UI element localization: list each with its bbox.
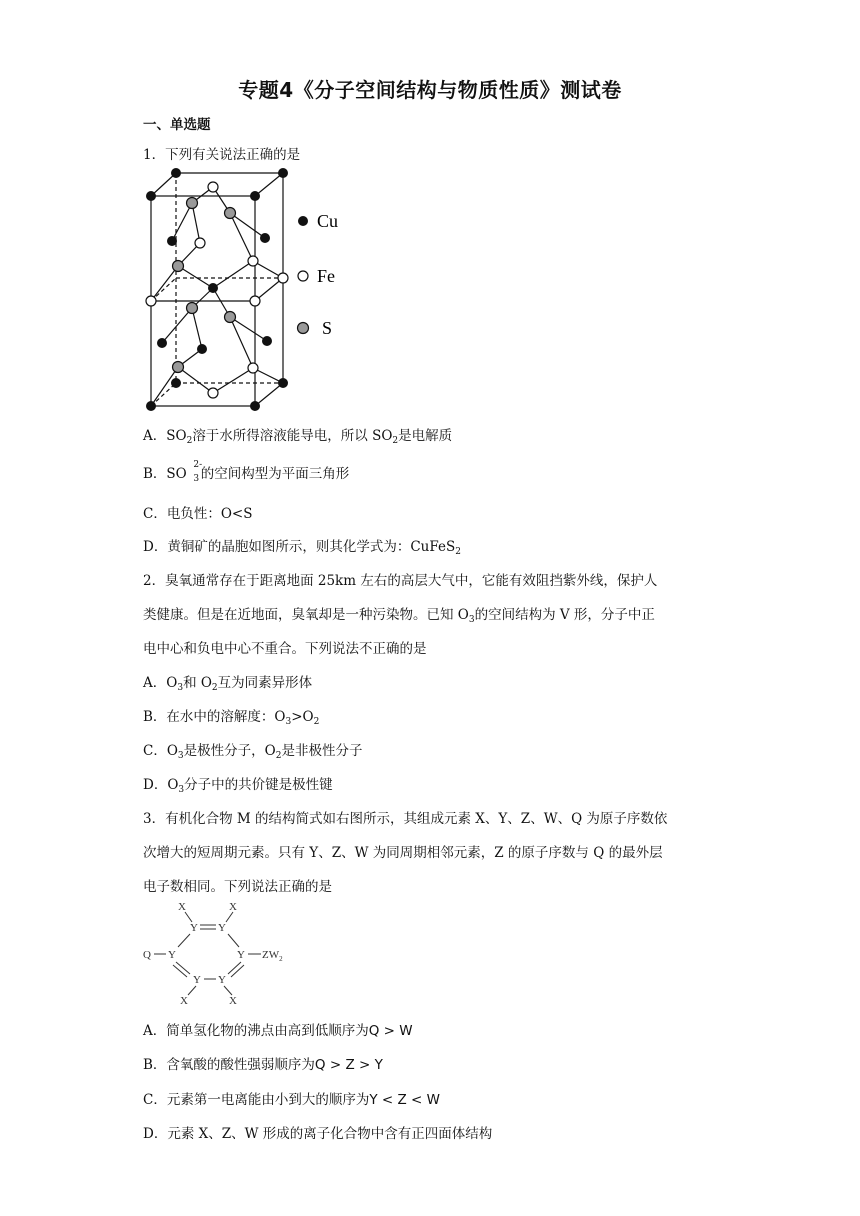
- legend-s: S: [322, 318, 333, 338]
- q1-option-c: C．电负性：O<S: [143, 506, 253, 522]
- q3-option-d: D．元素 X、Z、W 形成的离子化合物中含有正四面体结构: [143, 1126, 493, 1142]
- q3-stem-line3: 电子数相同。下列说法正确的是: [143, 879, 332, 895]
- q1-option-b: B．SO 2- 3 的空间构型为平面三角形: [143, 460, 350, 484]
- compound-m-structure-figure: [140, 896, 305, 1008]
- struct-x-bottom-right: X: [229, 995, 237, 1007]
- legend-fe-marker: [298, 271, 308, 281]
- q1-stem: 1．下列有关说法正确的是: [143, 147, 301, 163]
- q2-option-c: C．$O_3$是极性分子，$O_2$是非极性分子: [143, 743, 363, 761]
- legend-fe: Fe: [317, 266, 335, 286]
- q1-option-a: A．$SO_2$溶于水所得溶液能导电，所以 $SO_2$是电解质: [143, 428, 453, 446]
- struct-q: Q: [143, 949, 151, 961]
- q1-option-d: D．黄铜矿的晶胞如图所示，则其化学式为：CuFeS$_2$: [143, 539, 461, 557]
- struct-y-top-left: Y: [190, 922, 198, 934]
- struct-x-top-right: X: [229, 901, 237, 913]
- struct-zw2: $ZW_2$: [262, 949, 283, 963]
- sulfite-ion: SO 2- 3: [166, 460, 203, 484]
- struct-y-left: Y: [168, 949, 176, 961]
- struct-y-bottom-right: Y: [218, 974, 226, 986]
- struct-x-bottom-left: X: [180, 995, 188, 1007]
- legend-cu-marker: [298, 216, 308, 226]
- q2-option-a: A．$O_3$和 $O_2$互为同素异形体: [143, 675, 313, 693]
- section-heading: 一、单选题: [143, 117, 211, 133]
- struct-y-bottom-left: Y: [193, 974, 201, 986]
- q2-stem-line3: 电中心和负电中心不重合。下列说法不正确的是: [143, 641, 427, 657]
- q2-option-b: B．在水中的溶解度：$O_3>O_2$: [143, 709, 320, 727]
- q2-option-d: D．$O_3$分子中的共价键是极性键: [143, 777, 333, 795]
- legend-s-marker: [298, 323, 309, 334]
- struct-x-top-left: X: [178, 901, 186, 913]
- q3-option-a: A．简单氢化物的沸点由高到低顺序为Q > W: [143, 1023, 413, 1039]
- legend-cu: Cu: [317, 211, 339, 231]
- q2-stem-line1: 2．臭氧通常存在于距离地面 25km 左右的高层大气中，它能有效阻挡紫外线，保护人: [143, 573, 658, 589]
- page-title: 专题4《分子空间结构与物质性质》测试卷: [238, 78, 622, 102]
- q3-option-b: B．含氧酸的酸性强弱顺序为Q > Z > Y: [143, 1057, 383, 1073]
- q3-option-c: C．元素第一电离能由小到大的顺序为Y < Z < W: [143, 1092, 440, 1108]
- q3-stem-line1: 3．有机化合物 M 的结构简式如右图所示，其组成元素 X、Y、Z、W、Q 为原子序数依: [143, 811, 668, 827]
- struct-y-top-right: Y: [218, 922, 226, 934]
- struct-y-right: Y: [237, 949, 245, 961]
- chalcopyrite-unit-cell-figure: [140, 163, 360, 415]
- q3-stem-line2: 次增大的短周期元素。只有 Y、Z、W 为同周期相邻元素，Z 的原子序数与 Q 的最外层: [143, 845, 663, 861]
- q2-stem-line2: 类健康。但是在近地面，臭氧却是一种污染物。已知 $O_3$的空间结构为 V 形，分子中正: [143, 607, 655, 625]
